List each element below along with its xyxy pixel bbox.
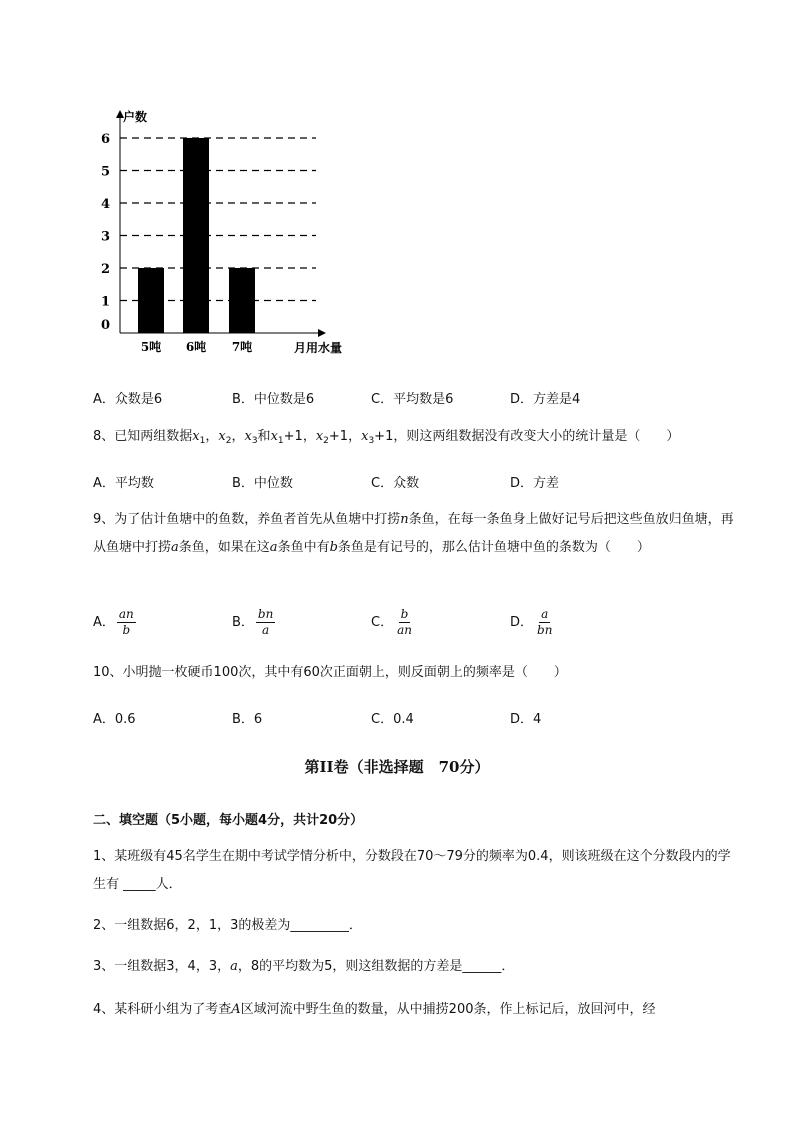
y-tick-label: 3 xyxy=(100,229,110,245)
q8-option-b[interactable]: B．中位数 xyxy=(232,476,293,491)
y-tick-label: 2 xyxy=(100,262,110,277)
fraction: $\frac{an}{b}$ xyxy=(118,607,134,637)
fraction: $\frac{bn}{a}$ xyxy=(257,607,274,637)
bar xyxy=(229,268,255,333)
question-10: 10、小明抛一枚硬币100次，其中有60次正面朝上，则反面朝上的频率是（ ） xyxy=(93,665,567,680)
q8-option-d[interactable]: D．方差 xyxy=(510,476,560,491)
y-tick-label: 1 xyxy=(100,294,110,310)
q7-option-a[interactable]: A．众数是6 xyxy=(93,392,163,407)
y-tick-label: 6 xyxy=(100,132,110,147)
x-tick-label: 7吨 xyxy=(231,340,253,354)
x-tick-label: 6吨 xyxy=(185,340,207,354)
y-axis-label: 户数 xyxy=(123,110,148,124)
q7-option-b[interactable]: B．中位数是6 xyxy=(232,392,315,407)
fraction: $\frac{a}{bn}$ xyxy=(537,607,553,637)
y-tick-label: 0 xyxy=(100,318,110,333)
q10-option-b[interactable]: B．6 xyxy=(232,712,263,727)
q9-option-a[interactable]: A． $\frac{an}{b}$ xyxy=(93,607,134,637)
x-axis-arrow xyxy=(318,329,326,337)
q9-option-c[interactable]: C． $\frac{b}{an}$ xyxy=(371,607,412,637)
fill-in-section-heading: 二、填空题（5小题，每小题4分，共计20分） xyxy=(93,813,364,828)
q8-option-c[interactable]: C．众数 xyxy=(371,476,420,491)
fill-question-3: 3、一组数据3，4，3，a，8的平均数为5，则这组数据的方差是______． xyxy=(93,959,515,974)
y-tick-label: 5 xyxy=(100,164,110,180)
q9-option-d[interactable]: D． $\frac{a}{bn}$ xyxy=(510,607,553,637)
x-axis-label: 月用水量 xyxy=(294,341,343,355)
q8-option-a[interactable]: A．平均数 xyxy=(93,476,154,491)
fill-question-1: 1、某班级有45名学生在期中考试学情分析中，分数段在70～79分的频率为0.4，则该班级在这个分数段内的学生有 _____人． xyxy=(93,849,731,892)
q7-option-c[interactable]: C．平均数是6 xyxy=(371,392,454,407)
q7-option-d[interactable]: D．方差是4 xyxy=(510,392,581,407)
bar-chart-svg xyxy=(88,100,358,360)
y-tick-label: 4 xyxy=(100,197,110,212)
question-8: 8、已知两组数据$x_1$，$x_2$，$x_3$和$x_1+1$，$x_2+1$，$x_3+1$，则这两组数据没有改变大小的统计量是（ ） xyxy=(93,429,680,446)
q10-option-d[interactable]: D．4 xyxy=(510,712,542,727)
x-tick-label: 5吨 xyxy=(140,340,162,354)
question-9: 9、为了估计鱼塘中的鱼数，养鱼者首先从鱼塘中打捞n条鱼，在每一条鱼身上做好记号后把这些鱼放归鱼塘，再从鱼塘中打捞a条鱼，如果在这a条鱼中有b条鱼是有记号的，那么估计鱼塘中鱼的条数为（ ） xyxy=(93,512,734,555)
q10-option-c[interactable]: C．0.4 xyxy=(371,712,414,727)
water-usage-bar-chart xyxy=(88,100,358,360)
fill-question-2: 2、一组数据6，2，1，3的极差为_________． xyxy=(93,918,362,933)
fraction: $\frac{b}{an}$ xyxy=(397,607,412,637)
bar xyxy=(183,138,209,333)
q9-option-b[interactable]: B． $\frac{bn}{a}$ xyxy=(232,607,274,637)
part-2-heading: 第II卷（非选择题 70分） xyxy=(304,758,490,776)
bar xyxy=(138,268,164,333)
q10-option-a[interactable]: A．0.6 xyxy=(93,712,136,727)
fill-question-4: 4、某科研小组为了考查A区域河流中野生鱼的数量，从中捕捞200条，作上标记后，放回河中，经 xyxy=(93,1002,656,1017)
